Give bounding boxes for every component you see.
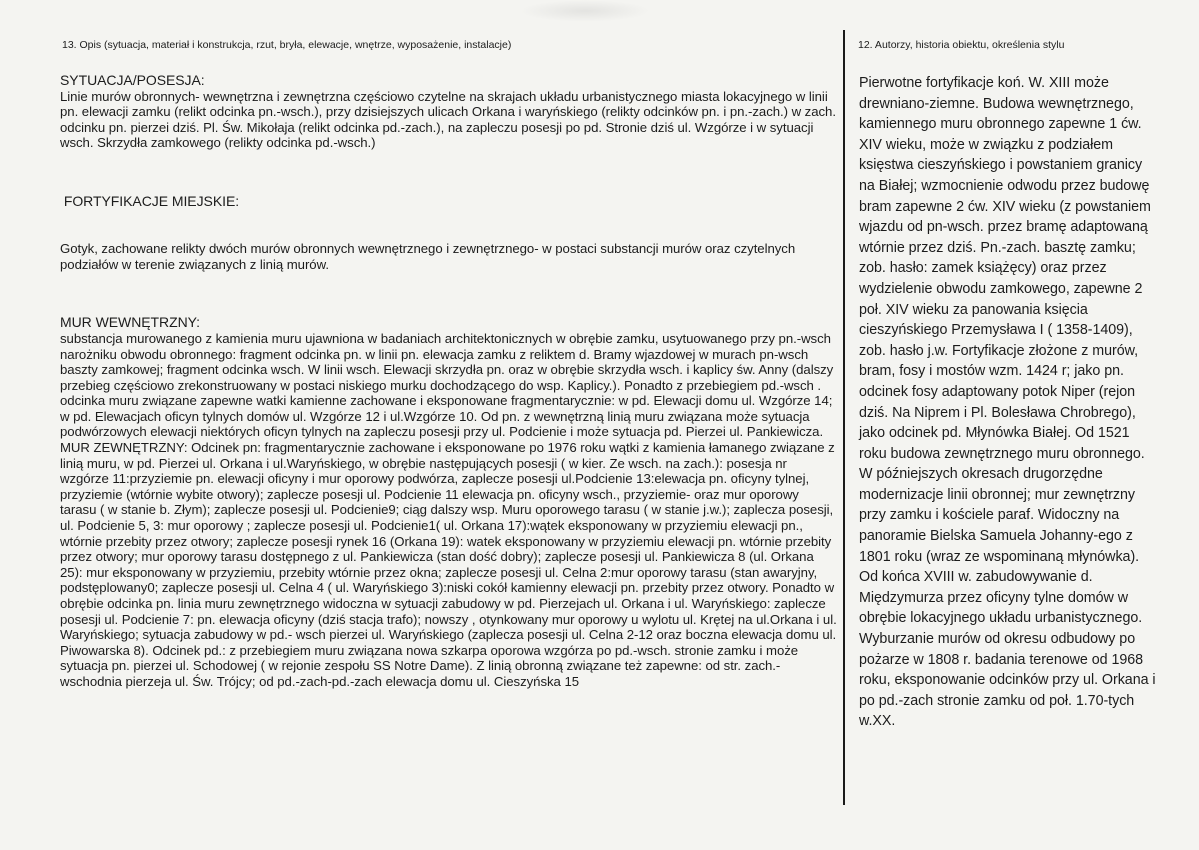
column-divider — [843, 30, 845, 805]
section-fortyfikacje — [54, 163, 838, 303]
history-column — [858, 38, 1158, 732]
section-mur-wewnetrzny-body: substancja murowanego z kamienia muru ujawniona w badaniach architektonicznych w obrębie zamku, usytuowanego przy pn.-wsch narożniku obwodu obronnego: fragment odcinka pn. w linii pn. elewacja zamku z reliktem d. Bramy wjazdowej w murach pn-wsch baszty zamkowej; fragment odcinka wsch. W linii wsch. Elewacji skrzydła pn. oraz w obrębie skrzydła wsch. i kaplicy św. Anny (dalszy przebieg częściowo zrekonstruowany w postaci niskiego murku dochodzącego do wsp. Kaplicy.). Ponadto z przebiegiem pd.-wsch . odcinka muru związane zapewne watki kamienne zachowane i eksponowane fragmentarycznie: w pd. Elewacji domu ul. Wzgórze 14; w pd. Elewacjach oficyn tylnych domów ul. Wzgórze 12 i ul.Wzgórze 10. Od pn. z wewnętrzną linią muru związana może sytuacja podwórzowych elewacji niektórych oficyn tylnych na zapleczu posesji przy ul. Podcienie i może sytuacja pd. Pierzei ul. Pankiewicza. — [60, 330, 834, 440]
section-fortyfikacje-body: Gotyk, zachowane relikty dwóch murów obronnych wewnętrznego i zewnętrznego- w postaci substancji murów oraz czytelnych podziałów w terenie związanych z linią murów. — [60, 240, 796, 272]
section-mur-zewnetrzny-body: MUR ZEWNĘTRZNY: Odcinek pn: fragmentarycznie zachowane i eksponowane po 1976 roku wątki z kamienia łamanego związane z linią muru, w pd. Pierzei ul. Orkana i ul.Waryńskiego, w obrębie następujących posesji ( w kier. Ze wsch. na zach.): posesja nr wzgórze 11:przyziemie pn. elewacji oficyny i mur oporowy podwórza, zaplecze posesji ul.Podcienie 13:elewacja pn. oficyny tylnej, przyziemie (wtórnie wybite otwory); zaplecze posesji ul. Podcienie 11 elewacja pn. oficyny wsch., przyziemie- oraz mur oporowy tarasu ( w stanie b. Złym); zaplecze posesji ul. Podcienie9; ciąg dalszy wsp. Muru oporowego tarasu ( w stanie j.w.); zaplecza posesji, ul. Podcienie 5, 3: mur oporowy ; zaplecze posesji ul. Podcienie1( ul. Orkana 17):wątek eksponowany w przyziemiu elewacji pn., wtórnie przebity przez otwory; zaplecze posesji rynek 16 (Orkana 19): watek eksponowany w przyziemiu elewacji pn. wtórnie przebity przez otwory; mur oporowy tarasu dostępnego z ul. Pankiewicza (stan dość dobry); zaplecze posesji ul. Pankiewicza 8 (ul. Orkana 25): mur eksponowany w przyziemiu, przebity wtórnie przez okna; zaplecze posesji ul. Celna 2:mur oporowy tarasu (stan awaryjny, podstęplowany0; zaplecze posesji ul. Celna 4 ( ul. Waryńskiego 3):niski cokół kamienny elewacji pn. przebity przez otwory. Ponadto w obrębie odcinka pn. linia muru zewnętrznego widoczna w sytuacji zabudowy w pd. Pierzejach ul. Orkana i ul. Waryńskiego: zaplecze posesji ul. Podcienie 7: pn. elewacja oficyny (dziś stacja trafo); nowszy , otynkowany mur oporowy u wylotu ul. Krętej na ul.Orkana i ul. Waryńskiego; sytuacja zabudowy w pd.- wsch pierzei ul. Waryńskiego (zaplecza posesji ul. Celna 2-12 oraz boczna elewacja domu ul. Piwowarska 8). Odcinek pd.: z przebiegiem muru związana nowa szkarpa oporowa wzgórza po pd.-wsch. stronie zamku i może sytuacja pn. pierzei ul. Schodowej ( w rejonie zespołu SS Notre Dame). Z linią obronną związane też zapewne: od str. zach.- wschodnia pierzeja ul. Św. Trójcy; od pd.-zach-pd.-zach elewacja domu ul. Cieszyńska 15 — [60, 440, 837, 689]
description-column — [54, 38, 838, 690]
section-mur-wewnetrzny — [54, 315, 838, 440]
section-sytuacja-body: Linie murów obronnych- wewnętrzna i zewnętrzna częściowo czytelne na skrajach układu urbanistycznego miasta lokacyjnego w linii pn. elewacji zamku (relikt odcinka pn.-wsch.), przy dzisiejszych ulicach Orkana i waryńskiego (relikty odcinków pn. i pn.-zach.) w zach. odcinku pn. pierzei dziś. Pl. Św. Mikołaja (relikt odcinka pd.-zach.), na zapleczu posesji po pd. Stronie dziś ul. Wzgórze i w sytuacji wsch. Skrzydła zamkowego (relikty odcinka pd.-wsch.) — [60, 88, 836, 151]
section-fortyfikacje-title: FORTYFIKACJE MIEJSKIE: — [60, 193, 240, 210]
history-heading: 12. Autorzy, historia obiektu, określenia stylu — [858, 39, 1065, 51]
section-sytuacja — [54, 73, 838, 151]
section-sytuacja-title: SYTUACJA/POSESJA: — [60, 72, 205, 88]
scan-smudge — [520, 0, 650, 22]
section-mur-zewnetrzny — [54, 440, 838, 690]
history-body: Pierwotne fortyfikacje koń. W. XIII może drewniano-ziemne. Budowa wewnętrznego, kamiennego muru obronnego zapewne 1 ćw. XIV wieku, może w związku z podziałem księstwa cieszyńskiego i powstaniem granicy na Białej; wzmocnienie odwodu przez budowę bram zapewne 2 ćw. XIV wieku (z powstaniem wjazdu od pn-wsch. przez bramę adaptowaną wtórnie przez dziś. Pn.-zach. basztę zamku; zob. hasło: zamek książęcy) oraz przez wydzielenie obwodu zamkowego, zapewne 2 poł. XIV wieku za panowania księcia cieszyńskiego Przemysława I ( 1358-1409), zob. hasło j.w. Fortyfikacje złożone z murów, bram, fosy i mostów wzm. 1424 r; jako pn. odcinek fosy adaptowany potok Niper (rejon dziś. Na Niprem i Pl. Bolesława Chrobrego), jako odcinek pd. Młynówka Białej. Od 1521 roku budowa zewnętrznego muru obronnego. W późniejszych okresach drugorzędne modernizacje linii obronnej; mur zewnętrzny przy zamku i kościele paraf. Widoczny na panoramie Bielska Samuela Johanny-ego z 1801 roku (wraz ze wspominaną młynówka). Od końca XVIII w. zabudowywanie d. Międzymurza przez oficyny tylne domów w obrębie lokacyjnego układu urbanistycznego. Wyburzanie murów od okresu odbudowy po pożarze w 1808 r. badania terenowe od 1968 roku, eksponowanie odcinków przy ul. Orkana i po pd.-zach stronie zamku od poł. 1.70-tych w.XX. — [859, 75, 1156, 730]
description-heading: 13. Opis (sytuacja, materiał i konstrukcja, rzut, bryła, elewacje, wnętrze, wyposażenie, instalacje) — [62, 39, 512, 51]
section-mur-wewnetrzny-title: MUR WEWNĘTRZNY: — [60, 314, 201, 331]
